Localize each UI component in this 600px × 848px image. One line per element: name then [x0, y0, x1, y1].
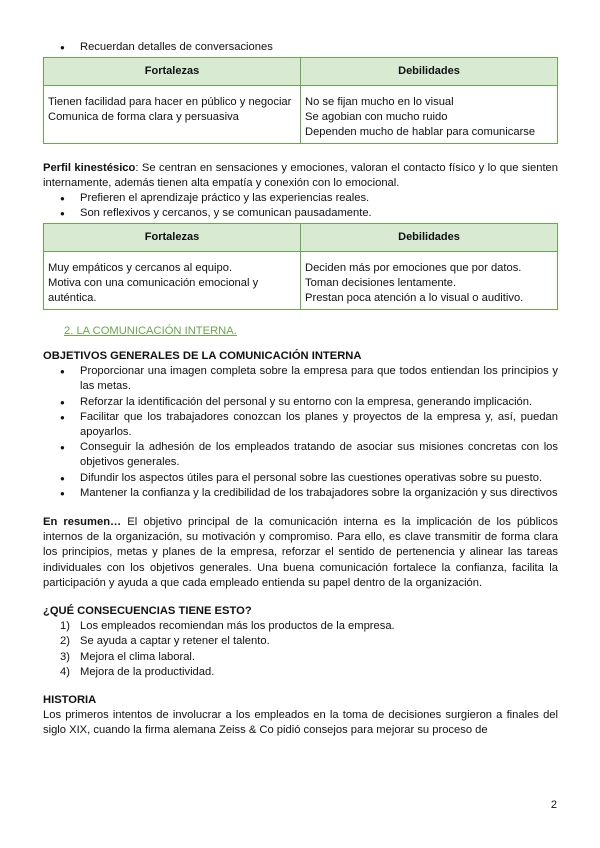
table-cell-fortalezas [44, 252, 301, 309]
list-item [43, 634, 558, 649]
list-text: Mejora de la productividad. [80, 665, 215, 678]
table-cell-line: Se agobian con mucho ruido [305, 111, 448, 123]
table-cell-line: Deciden más por emociones que por datos. [305, 262, 522, 275]
table-cell-line: Dependen mucho de hablar para comunicarse [305, 125, 536, 138]
consecuencias-heading: ¿QUÉ CONSECUENCIAS TIENE ESTO? [43, 605, 252, 618]
list-item: ● Son reflexivos y cercanos, y se comunican pausadamente. [43, 206, 558, 221]
historia-paragraph: Los primeros intentos de involucrar a los empleados en la toma de decisiones surgieron a finales del siglo XIX, cuando la firma alemana Zeiss & Co pidió consejos para mejorar su proceso de [43, 709, 558, 737]
list-item: ● Proporcionar una imagen completa sobre la empresa para que todos entiendan los principios y las metas. [43, 364, 558, 394]
strengths-weaknesses-table-1 [43, 57, 558, 143]
page-number: 2 [550, 799, 557, 811]
list-item [43, 650, 558, 665]
table-cell-line: Motiva con una comunicación emocional y auténtica. [48, 277, 259, 304]
list-text: Mejora el clima laboral. [80, 650, 196, 663]
table-header-debilidades: Debilidades [301, 58, 558, 86]
resumen-label: En resumen… [43, 516, 122, 529]
section-heading-comunicacion-interna: 2. LA COMUNICACIÓN INTERNA. [64, 324, 237, 337]
table-header-fortalezas: Fortalezas [44, 224, 301, 252]
list-item: ● Difundir los aspectos útiles para el personal sobre las cuestiones operativas sobre su puesto. [43, 471, 558, 486]
kinesthetic-paragraph [43, 161, 558, 191]
list-text: Los empleados recomiendan más los productos de la empresa. [80, 620, 395, 633]
table-cell-line: No se fijan mucho en lo visual [305, 96, 454, 109]
table-cell-line: Toman decisiones lentamente. [305, 277, 457, 290]
top-bullet-list [43, 40, 558, 55]
table-cell-line: Tienen facilidad para hacer en público y negociar [48, 96, 292, 109]
list-text: Se ayuda a captar y retener el talento. [80, 635, 270, 648]
list-number: 3) [60, 650, 70, 663]
kinesthetic-bullet-list [43, 191, 558, 221]
kinesthetic-text: : Se centran en sensaciones y emociones, valoran el contacto físico y lo que sienten internamente, además tienen alta empatía y conexión con lo emocional. [43, 161, 558, 189]
strengths-weaknesses-table-2 [43, 223, 558, 309]
historia-heading: HISTORIA [43, 694, 97, 707]
table-cell-line: Comunica de forma clara y persuasiva [48, 111, 239, 123]
table-cell-debilidades [301, 86, 558, 143]
table-header-fortalezas: Fortalezas [44, 58, 301, 86]
list-item: ● Reforzar la identificación del personal y su entorno con la empresa, generando implicación. [43, 395, 558, 410]
objetivos-heading: OBJETIVOS GENERALES DE LA COMUNICACIÓN INTERNA [43, 350, 362, 362]
table-cell-line: Muy empáticos y cercanos al equipo. [48, 262, 233, 275]
list-number: 4) [60, 665, 70, 678]
table-header-debilidades: Debilidades [301, 224, 558, 252]
table-cell-fortalezas [44, 86, 301, 143]
consecuencias-list [43, 619, 558, 680]
resumen-paragraph [43, 515, 558, 591]
list-item [43, 619, 558, 634]
table-cell-debilidades [301, 252, 558, 309]
list-item: ● Mantener la confianza y la credibilidad de los trabajadores sobre la organización y sus directivos [43, 486, 558, 501]
list-item [43, 665, 558, 680]
list-number: 1) [60, 620, 70, 633]
list-item: ● Prefieren el aprendizaje práctico y las experiencias reales. [43, 191, 558, 206]
table-cell-line: Prestan poca atención a lo visual o auditivo. [305, 292, 524, 304]
list-item: ● Facilitar que los trabajadores conozcan los planes y proyectos de la empresa y, así, puedan apoyarlos. [43, 410, 558, 440]
kinesthetic-label: Perfil kinestésico [43, 161, 136, 174]
objetivos-list [43, 364, 558, 501]
list-item: ● Conseguir la adhesión de los empleados tratando de asociar sus misiones concretas con los objetivos generales. [43, 440, 558, 470]
resumen-text: El objetivo principal de la comunicación interna es la implicación de los públicos internos de la organización, su motivación y compromiso. Para ello, es clave transmitir de forma clara los principios, metas y planes de la empresa, reforzar el sentido de pertenencia y alinear las tareas individuales con los objetivos generales. Una buena comunicación fortalece la confianza, facilita la participación y ayuda a que cada empleado entienda su papel dentro de la organización. [43, 516, 558, 589]
list-number: 2) [60, 635, 70, 648]
list-item: ● Recuerdan detalles de conversaciones [43, 40, 558, 55]
document-page [43, 40, 558, 739]
